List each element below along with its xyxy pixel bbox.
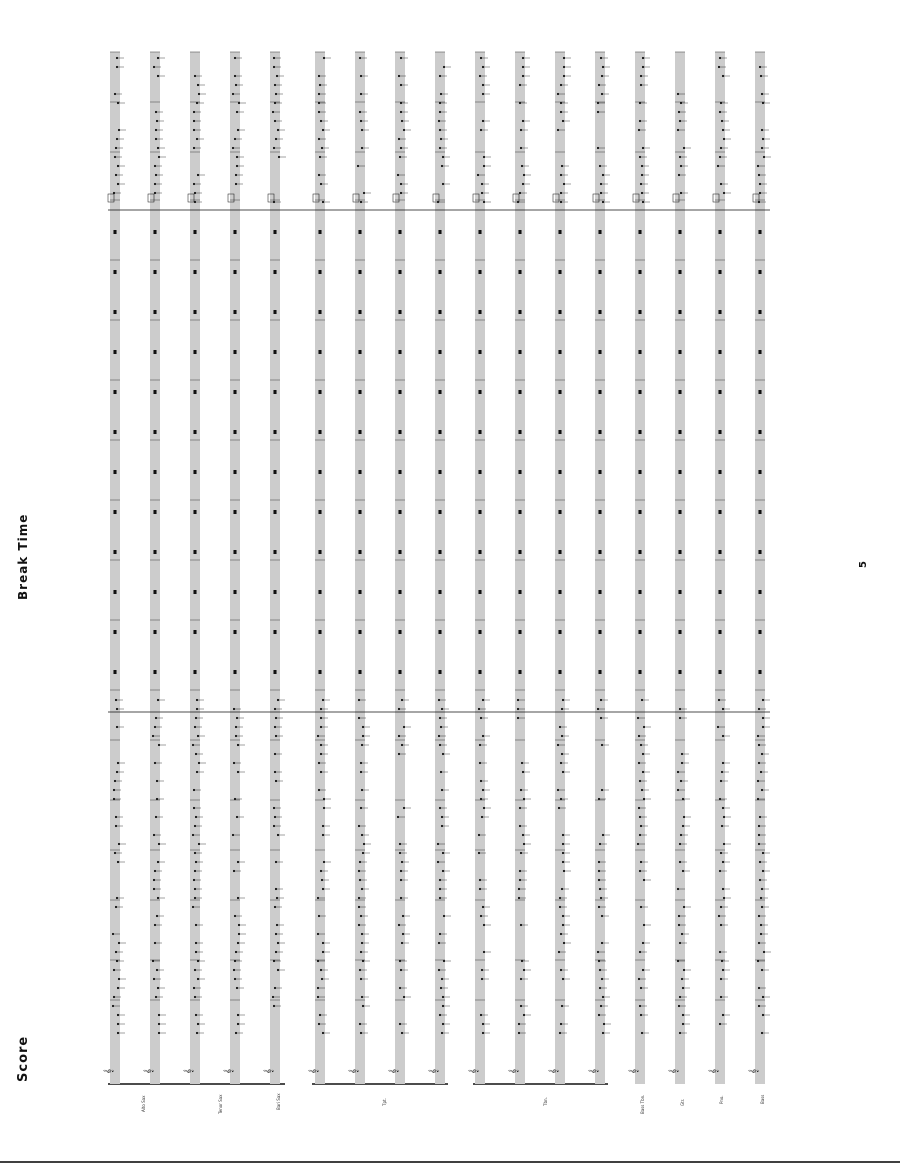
measure-rest <box>479 350 482 354</box>
measure-rest <box>599 270 602 274</box>
measure-rest <box>479 230 482 234</box>
measure-rest <box>639 270 642 274</box>
measure-rest <box>639 470 642 474</box>
measure-rest <box>154 270 157 274</box>
instrument-label-bass: Bass <box>760 1094 765 1104</box>
clef-glyph: 𝄞 <box>709 1068 719 1074</box>
measure-rest <box>519 590 522 594</box>
instrument-label-trumpet: Tpt. <box>382 1098 387 1106</box>
measure-rest <box>114 230 117 234</box>
measure-rest <box>719 350 722 354</box>
instrument-label-trombone: Tbn. <box>543 1097 548 1106</box>
measure-rest <box>319 430 322 434</box>
measure-rest <box>234 590 237 594</box>
measure-rest <box>399 230 402 234</box>
measure-rest <box>599 590 602 594</box>
measure-rest <box>439 350 442 354</box>
measure-rest <box>399 270 402 274</box>
measure-rest <box>519 350 522 354</box>
measure-rest <box>679 670 682 674</box>
measure-rest <box>359 590 362 594</box>
score-label: Score <box>16 1035 31 1082</box>
clef-glyph: 𝄞 <box>389 1068 399 1074</box>
measure-rest <box>319 230 322 234</box>
clef-glyph: 𝄞 <box>104 1068 114 1074</box>
measure-rest <box>154 230 157 234</box>
measure-rest <box>759 510 762 514</box>
measure-rest <box>274 550 277 554</box>
measure-rest <box>479 270 482 274</box>
clef-glyph: 𝄞 <box>469 1068 479 1074</box>
measure-rest <box>639 390 642 394</box>
clef-glyph: 𝄞 <box>309 1068 319 1074</box>
measure-rest <box>274 230 277 234</box>
clef-glyph: 𝄞 <box>629 1068 639 1074</box>
measure-rest <box>439 230 442 234</box>
measure-rest <box>519 670 522 674</box>
measure-rest <box>719 270 722 274</box>
measure-rest <box>194 470 197 474</box>
instrument-label-piano: Pno. <box>719 1095 724 1104</box>
measure-rest <box>719 430 722 434</box>
measure-rest <box>679 550 682 554</box>
measure-rest <box>599 630 602 634</box>
instrument-label-guitar: Gtr. <box>680 1098 685 1106</box>
measure-rest <box>759 550 762 554</box>
measure-rest <box>519 390 522 394</box>
measure-rest <box>234 310 237 314</box>
measure-rest <box>559 430 562 434</box>
measure-rest <box>479 430 482 434</box>
instrument-label-bass-trombone: Bass Tbn. <box>640 1094 645 1114</box>
measure-rest <box>234 430 237 434</box>
measure-rest <box>559 670 562 674</box>
measure-rest <box>359 630 362 634</box>
measure-rest <box>274 270 277 274</box>
page-title: Break Time <box>16 513 30 600</box>
measure-rest <box>719 670 722 674</box>
measure-rest <box>439 430 442 434</box>
measure-rest <box>679 310 682 314</box>
measure-rest <box>599 470 602 474</box>
measure-rest <box>519 550 522 554</box>
measure-rest <box>319 510 322 514</box>
measure-rest <box>479 630 482 634</box>
measure-rest <box>274 630 277 634</box>
measure-rest <box>479 510 482 514</box>
measure-rest <box>759 430 762 434</box>
measure-rest <box>719 590 722 594</box>
measure-rest <box>519 430 522 434</box>
measure-rest <box>599 390 602 394</box>
measure-rest <box>319 390 322 394</box>
measure-rest <box>399 390 402 394</box>
measure-rest <box>234 270 237 274</box>
measure-rest <box>679 430 682 434</box>
measure-rest <box>719 390 722 394</box>
measure-rest <box>154 510 157 514</box>
measure-rest <box>559 630 562 634</box>
measure-rest <box>234 230 237 234</box>
measure-rest <box>274 430 277 434</box>
measure-rest <box>114 350 117 354</box>
measure-rest <box>319 670 322 674</box>
measure-rest <box>639 230 642 234</box>
measure-rest <box>639 310 642 314</box>
measure-rest <box>399 470 402 474</box>
measure-rest <box>359 270 362 274</box>
measure-rest <box>559 550 562 554</box>
clef-glyph: 𝄞 <box>589 1068 599 1074</box>
measure-rest <box>194 590 197 594</box>
measure-rest <box>599 310 602 314</box>
measure-rest <box>234 630 237 634</box>
measure-rest <box>759 390 762 394</box>
measure-rest <box>599 230 602 234</box>
measure-rest <box>194 430 197 434</box>
clef-glyph: 𝄞 <box>749 1068 759 1074</box>
measure-rest <box>559 310 562 314</box>
measure-rest <box>319 630 322 634</box>
measure-rest <box>319 470 322 474</box>
measure-rest <box>719 230 722 234</box>
measure-rest <box>319 550 322 554</box>
measure-rest <box>154 310 157 314</box>
measure-rest <box>114 270 117 274</box>
clef-glyph: 𝄞 <box>549 1068 559 1074</box>
measure-rest <box>114 590 117 594</box>
measure-rest <box>114 310 117 314</box>
measure-rest <box>194 310 197 314</box>
measure-rest <box>154 550 157 554</box>
measure-rest <box>359 470 362 474</box>
measure-rest <box>399 510 402 514</box>
measure-rest <box>519 230 522 234</box>
instrument-label-bari: Bari Sax <box>276 1093 281 1110</box>
measure-rest <box>399 550 402 554</box>
measure-rest <box>639 630 642 634</box>
measure-rest <box>519 510 522 514</box>
measure-rest <box>274 670 277 674</box>
measure-rest <box>479 670 482 674</box>
measure-rest <box>559 390 562 394</box>
measure-rest <box>759 470 762 474</box>
measure-rest <box>599 430 602 434</box>
measure-rest <box>194 350 197 354</box>
measure-rest <box>439 670 442 674</box>
measure-rest <box>639 670 642 674</box>
measure-rest <box>359 390 362 394</box>
measure-rest <box>194 270 197 274</box>
clef-glyph: 𝄞 <box>349 1068 359 1074</box>
measure-rest <box>399 670 402 674</box>
clef-glyph: 𝄞 <box>429 1068 439 1074</box>
measure-rest <box>639 550 642 554</box>
measure-rest <box>274 590 277 594</box>
measure-rest <box>479 550 482 554</box>
measure-rest <box>234 510 237 514</box>
measure-rest <box>234 390 237 394</box>
measure-rest <box>519 310 522 314</box>
measure-rest <box>274 390 277 394</box>
measure-rest <box>679 270 682 274</box>
instrument-label-alto: Alto Sax <box>141 1095 146 1112</box>
measure-rest <box>759 310 762 314</box>
measure-rest <box>639 510 642 514</box>
measure-rest <box>479 470 482 474</box>
clef-glyph: 𝄞 <box>264 1068 274 1074</box>
measure-rest <box>274 350 277 354</box>
measure-rest <box>719 310 722 314</box>
measure-rest <box>439 310 442 314</box>
measure-rest <box>194 550 197 554</box>
measure-rest <box>679 590 682 594</box>
measure-rest <box>719 470 722 474</box>
measure-rest <box>599 510 602 514</box>
measure-rest <box>759 350 762 354</box>
measure-rest <box>439 390 442 394</box>
measure-rest <box>154 670 157 674</box>
measure-rest <box>759 270 762 274</box>
measure-rest <box>759 670 762 674</box>
measure-rest <box>439 590 442 594</box>
measure-rest <box>559 270 562 274</box>
measure-rest <box>759 590 762 594</box>
measure-rest <box>439 510 442 514</box>
measure-rest <box>519 270 522 274</box>
measure-rest <box>679 470 682 474</box>
clef-glyph: 𝄞 <box>669 1068 679 1074</box>
measure-rest <box>154 430 157 434</box>
measure-rest <box>154 590 157 594</box>
measure-rest <box>274 510 277 514</box>
measure-rest <box>319 270 322 274</box>
measure-rest <box>479 390 482 394</box>
measure-rest <box>194 510 197 514</box>
measure-rest <box>639 430 642 434</box>
measure-rest <box>274 310 277 314</box>
measure-rest <box>439 550 442 554</box>
measure-rest <box>154 350 157 354</box>
measure-rest <box>439 630 442 634</box>
measure-rest <box>559 510 562 514</box>
clef-glyph: 𝄞 <box>184 1068 194 1074</box>
measure-rest <box>114 390 117 394</box>
measure-rest <box>114 550 117 554</box>
measure-rest <box>359 430 362 434</box>
measure-rest <box>359 510 362 514</box>
measure-rest <box>359 350 362 354</box>
measure-rest <box>599 550 602 554</box>
measure-rest <box>519 470 522 474</box>
page-number: 5 <box>858 561 869 568</box>
measure-rest <box>234 350 237 354</box>
measure-rest <box>399 590 402 594</box>
measure-rest <box>194 670 197 674</box>
measure-rest <box>114 630 117 634</box>
measure-rest <box>759 630 762 634</box>
measure-rest <box>679 510 682 514</box>
measure-rest <box>559 470 562 474</box>
measure-rest <box>154 470 157 474</box>
clef-glyph: 𝄞 <box>509 1068 519 1074</box>
measure-rest <box>399 630 402 634</box>
measure-rest <box>319 310 322 314</box>
measure-rest <box>679 630 682 634</box>
measure-rest <box>319 350 322 354</box>
measure-rest <box>114 430 117 434</box>
measure-rest <box>234 550 237 554</box>
measure-rest <box>679 230 682 234</box>
measure-rest <box>639 590 642 594</box>
measure-rest <box>114 510 117 514</box>
measure-rest <box>359 550 362 554</box>
measure-rest <box>479 310 482 314</box>
measure-rest <box>599 350 602 354</box>
measure-rest <box>599 670 602 674</box>
measure-rest <box>194 230 197 234</box>
measure-rest <box>639 350 642 354</box>
measure-rest <box>439 270 442 274</box>
measure-rest <box>719 550 722 554</box>
measure-rest <box>359 230 362 234</box>
measure-rest <box>359 670 362 674</box>
measure-rest <box>679 390 682 394</box>
measure-rest <box>114 470 117 474</box>
measure-rest <box>399 310 402 314</box>
measure-rest <box>399 350 402 354</box>
measure-rest <box>559 350 562 354</box>
measure-rest <box>154 390 157 394</box>
measure-rest <box>479 590 482 594</box>
measure-rest <box>114 670 117 674</box>
measure-rest <box>679 350 682 354</box>
measure-rest <box>759 230 762 234</box>
measure-rest <box>719 630 722 634</box>
measure-rest <box>274 470 277 474</box>
measure-rest <box>234 670 237 674</box>
measure-rest <box>154 630 157 634</box>
measure-rest <box>719 510 722 514</box>
measure-rest <box>194 390 197 394</box>
measure-rest <box>319 590 322 594</box>
measure-rest <box>399 430 402 434</box>
measure-rest <box>234 470 237 474</box>
measure-rest <box>194 630 197 634</box>
instrument-label-tenor: Tenor Sax <box>218 1094 223 1114</box>
measure-rest <box>519 630 522 634</box>
clef-glyph: 𝄞 <box>144 1068 154 1074</box>
measure-rest <box>359 310 362 314</box>
measure-rest <box>559 590 562 594</box>
measure-rest <box>439 470 442 474</box>
clef-glyph: 𝄞 <box>224 1068 234 1074</box>
measure-rest <box>559 230 562 234</box>
